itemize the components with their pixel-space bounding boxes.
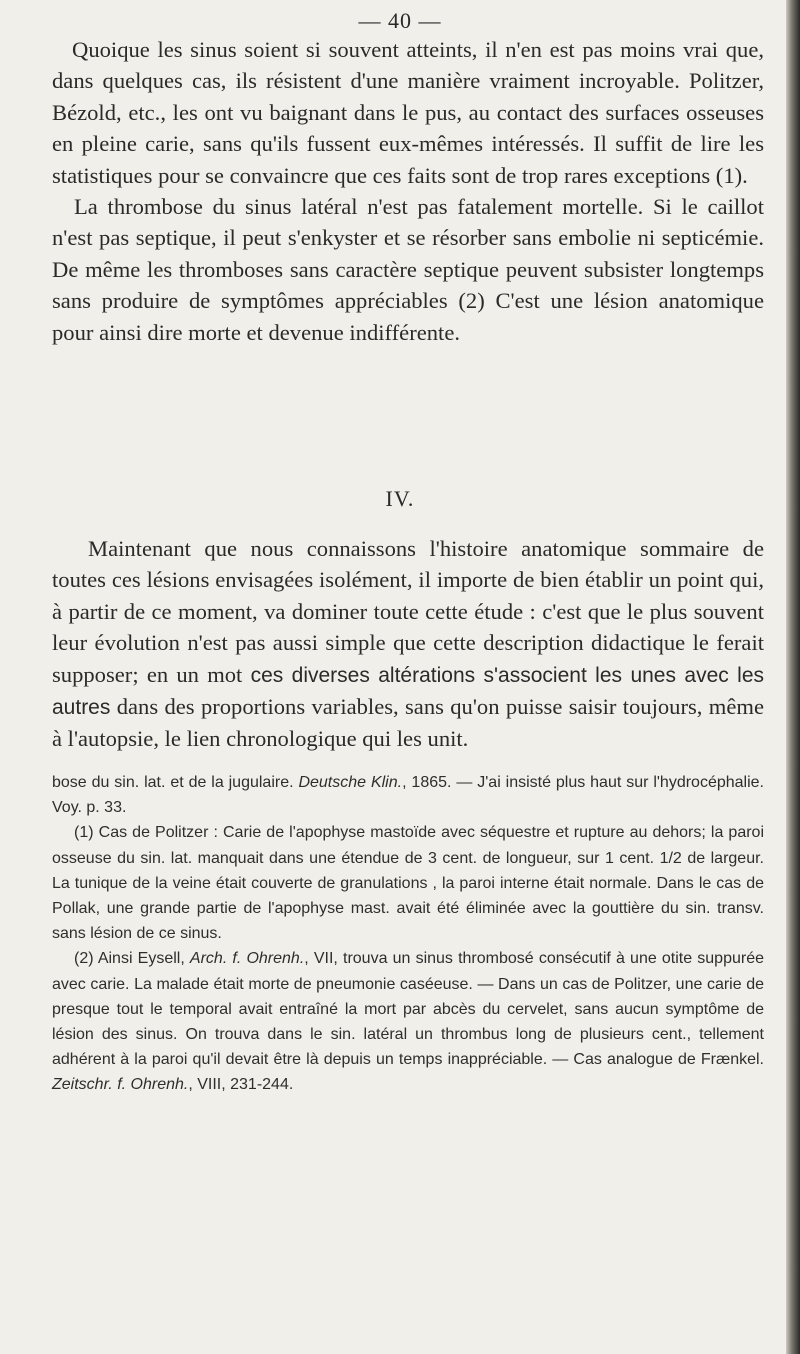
footnote-2 xyxy=(52,946,764,1097)
body-text-top xyxy=(52,34,764,348)
footnotes xyxy=(52,770,764,1098)
paragraph-sinus-resistance: Quoique les sinus soient si souvent atteints, il n'en est pas moins vrai que, dans quelques cas, ils résistent d'une manière vraiment incroyable. Politzer, Bézold, etc., les ont vu baignant dans le pus, au contact des surfaces osseuses en pleine carie, sans qu'ils fussent eux-mêmes intéressés. Il suffit de lire les statistiques pour se convaincre que ces faits sont de trop rares exceptions (1). xyxy=(52,37,764,188)
footnote-2-middle: , VII, trouva un sinus thrombosé consécutif à une otite suppurée avec carie. La malade était morte de pneumonie caséeuse. — Dans un cas de Politzer, une carie de presque tout le temporal avait entraîné la mort par abcès du cervelet, sans aucun symptôme de lésion des sinus. On trouva dans le sin. latéral un thrombus long de plusieurs cent., tellement adhérent à la paroi qu'il devait être là depuis un temps inappréciable. — Cas analogue de Frænkel. xyxy=(52,950,764,1069)
page-number: — 40 — xyxy=(358,8,442,33)
footnote-continuation xyxy=(52,770,764,820)
footnote-1: (1) Cas de Politzer : Carie de l'apophyse mastoïde avec séquestre et rupture au dehors; la paroi osseuse du sin. lat. manquait dans une étendue de 3 cent. de longueur, sur 1 cent. 1/2 de largeur. La tunique de la veine était couverte de granulations , la paroi interne était normale. Dans le cas de Pollak, une grande partie de l'apophyse mast. avait été éliminée avec la gouttière du sin. transv. sans lésion de ce sinus. xyxy=(52,824,764,943)
footnote-2-end: , VIII, 231-244. xyxy=(188,1076,294,1094)
journal-title: Arch. f. Ohrenh. xyxy=(189,950,305,968)
footnote-2-start: (2) Ainsi Eysell, xyxy=(74,950,190,968)
paragraph-text-start: Maintenant que nous connaissons l'histoire anatomique sommaire de toutes ces lésions envisagées isolément, il importe de bien établir un point qui, à partir de ce moment, va dominer toute cette étude : c'est que le plus souvent leur évolution n'est pas aussi simple que cette description didactique le ferait supposer; en un mot xyxy=(52,536,764,687)
journal-title: Zeitschr. f. Ohrenh. xyxy=(52,1076,189,1094)
footnote-continuation-text: bose du sin. lat. et de la jugulaire. xyxy=(52,774,299,791)
paragraph-associated-lesions xyxy=(52,533,764,755)
section-heading: IV. xyxy=(385,486,415,511)
emphasized-phrase: ces diverses altérations s'associent les unes avec les autres xyxy=(52,663,764,720)
paragraph-text-end: dans des proportions variables, sans qu'on puisse saisir toujours, même à l'autopsie, le lien chronologique qui les unit. xyxy=(52,694,764,752)
journal-title: Deutsche Klin. xyxy=(298,774,403,791)
footnote-continuation-end: , 1865. — J'ai insisté plus haut sur l'hydrocéphalie. Voy. p. 33. xyxy=(52,774,765,817)
paragraph-thrombosis: La thrombose du sinus latéral n'est pas fatalement mortelle. Si le caillot n'est pas septique, il peut s'enkyster et se résorber sans embolie ni septicémie. De même les thromboses sans caractère septique peuvent subsister longtemps sans produire de symptômes appréciables (2) C'est une lésion anatomique pour ainsi dire morte et devenue indifférente. xyxy=(52,194,764,345)
body-text-section-iv xyxy=(52,533,764,755)
page-binding-edge xyxy=(786,0,800,1354)
